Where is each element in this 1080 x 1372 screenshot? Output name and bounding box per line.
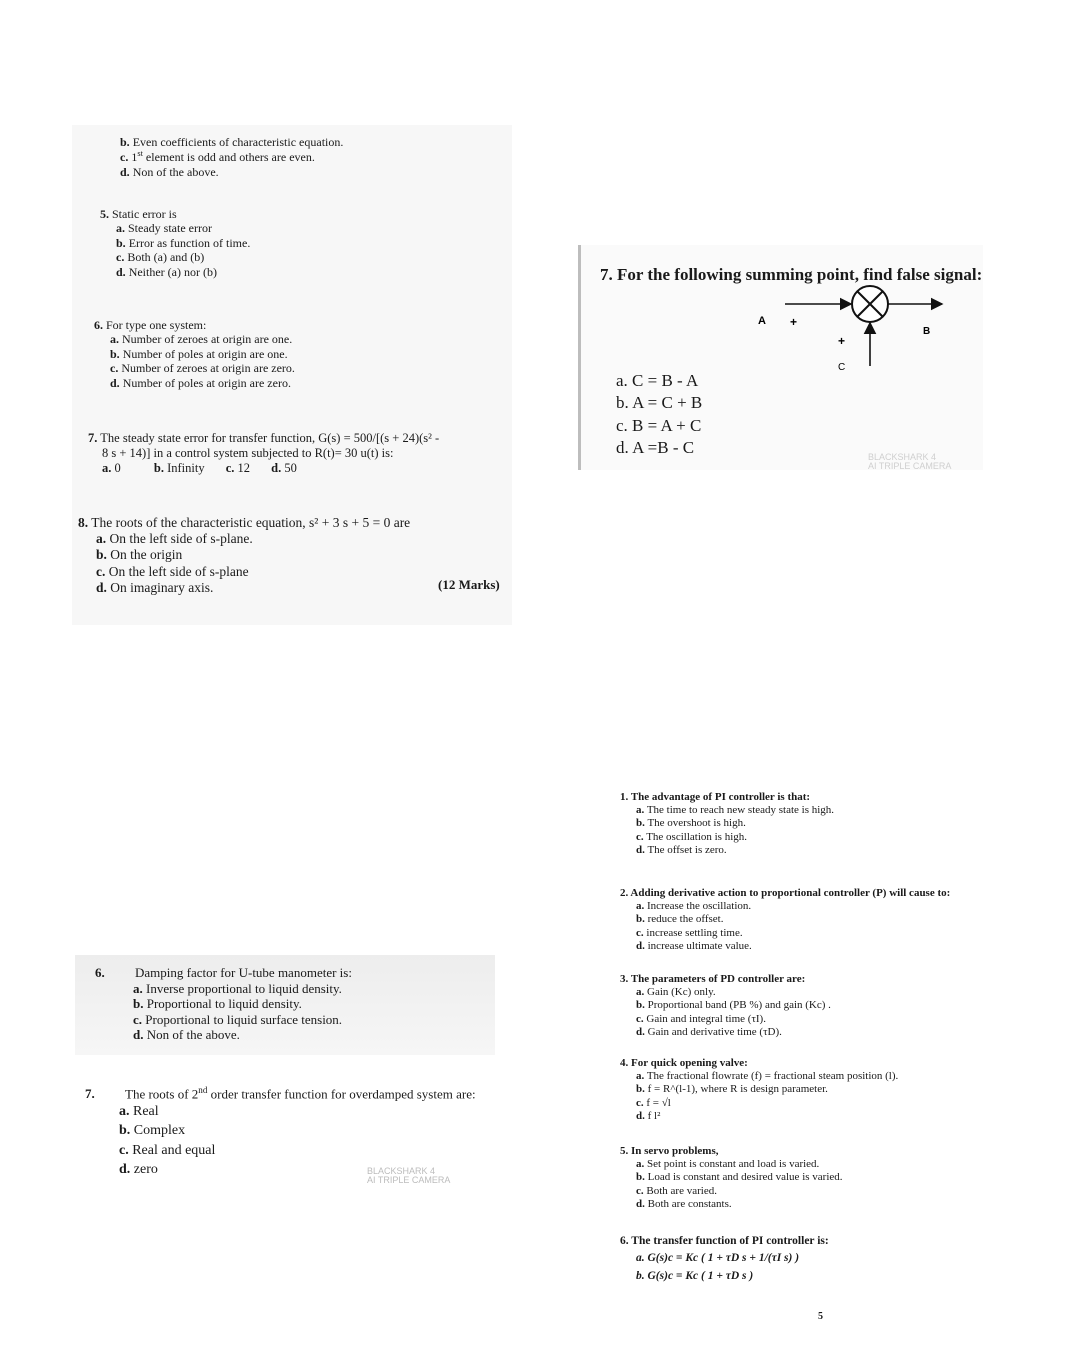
- option-c: c. f = √l: [636, 1096, 671, 1109]
- option-a: a. G(s)c = Kc ( 1 + τD s + 1/(τI s) ): [636, 1251, 800, 1264]
- label-c: C: [838, 362, 846, 372]
- option-d: d. The offset is zero.: [636, 843, 727, 856]
- label-a: A: [758, 315, 766, 327]
- page-number: 5: [818, 1311, 823, 1322]
- option-d: d. Number of poles at origin are zero.: [110, 375, 291, 390]
- prev-question-options: [120, 135, 343, 179]
- option-a: a. C = B - A: [616, 371, 699, 390]
- option-b: b. G(s)c = Kc ( 1 + τD s ): [636, 1270, 754, 1283]
- camera-watermark: BLACKSHARK 4 AI TRIPLE CAMERA: [367, 1166, 451, 1185]
- sign-c: +: [838, 334, 846, 348]
- option-c: c. Real and equal: [119, 1142, 216, 1158]
- option-b: b. f = R^(l-1), where R is design parameter.: [636, 1083, 828, 1096]
- option-a: a. Inverse proportional to liquid density.: [133, 980, 342, 996]
- option-d: d. zero: [119, 1161, 158, 1177]
- option-a: a. Real: [119, 1103, 159, 1119]
- option-d: d. Neither (a) nor (b): [116, 264, 217, 279]
- option-d: d. Gain and derivative time (τD).: [636, 1025, 782, 1038]
- option-c: c. The oscillation is high.: [636, 830, 748, 843]
- option-a: a. Increase the oscillation.: [636, 900, 752, 913]
- option-c: c. Number of zeroes at origin are zero.: [110, 361, 295, 376]
- option-d: d. Non of the above.: [120, 164, 219, 179]
- option-b: b. Proportional band (PB %) and gain (Kc) .: [636, 999, 831, 1012]
- option-a: a. On the left side of s-plane.: [96, 531, 253, 547]
- question-1: 1. The advantage of PI controller is that: a. The time to reach new steady state is high. b. The overshoot is high. c. The oscillation is high. d. The offset is zero.: [620, 791, 835, 856]
- label-b: B: [923, 326, 931, 337]
- option-b: b. A = C + B: [616, 393, 703, 413]
- option-b: b. reduce the offset.: [636, 913, 724, 926]
- option-b: b. Proportional to liquid density.: [133, 996, 302, 1012]
- option-a: a. Gain (Kc) only.: [636, 986, 716, 999]
- option-d: d. 50: [271, 461, 297, 475]
- option-d: d. increase ultimate value.: [636, 939, 752, 952]
- page-edge: [578, 245, 581, 470]
- question-7-options: [616, 370, 702, 460]
- question-6: 6. For type one system: a. Number of zeroes at origin are one. b. Number of poles at origin are one. c. Number of zeroes at origin are zero. d. Number of poles at origin are zero.: [94, 318, 295, 390]
- option-d: d. On imaginary axis.: [96, 579, 214, 595]
- option-a: a. The time to reach new steady state is high.: [636, 804, 835, 817]
- option-c: c. B = A + C: [616, 415, 702, 435]
- option-b: b. Complex: [119, 1123, 186, 1139]
- option-c: c. On the left side of s-plane: [96, 563, 249, 579]
- option-b: b. The overshoot is high.: [636, 817, 746, 830]
- question-2: 2. Adding derivative action to proportional controller (P) will cause to: a. Increase the oscillation. b. reduce the offset. c. increase settling time. d. increase ultimate value.: [620, 887, 951, 952]
- question-5: 5. Static error is a. Steady state error b. Error as function of time. c. Both (a) and (b) d. Neither (a) nor (b): [100, 207, 251, 279]
- options-row: [88, 461, 439, 476]
- option-a: a. Set point is constant and load is varied.: [636, 1158, 820, 1171]
- option-a: a. 0: [102, 461, 121, 475]
- question-6: 6. Damping factor for U-tube manometer is: a. Inverse proportional to liquid density. b. Proportional to liquid density. c. Proportional to liquid surface tension. d. Non of the above.: [95, 965, 352, 1043]
- option-a: a. Steady state error: [116, 221, 212, 236]
- option-a: a. The fractional flowrate (f) = fractional steam position (l).: [636, 1070, 899, 1083]
- question-7: 7. The roots of 2nd order transfer function for overdamped system are: a. Real b. Complex c. Real and equal d. zero: [85, 1085, 476, 1179]
- option-d: d. Both are constants.: [636, 1197, 732, 1210]
- camera-watermark: BLACKSHARK 4 AI TRIPLE CAMERA: [868, 452, 952, 471]
- summing-point-diagram: [750, 282, 980, 372]
- option-c: c. increase settling time.: [636, 926, 743, 939]
- option-c: c. Gain and integral time (τI).: [636, 1012, 766, 1025]
- option-a: a. Number of zeroes at origin are one.: [110, 332, 293, 347]
- question-5: 5. In servo problems, a. Set point is constant and load is varied. b. Load is constant and desired value is varied. c. Both are varied. d. Both are constants.: [620, 1145, 843, 1210]
- bottom-left-page: [75, 955, 495, 1190]
- top-left-page: [72, 125, 512, 625]
- option-c: c. 1st element is odd and others are even.: [120, 149, 315, 165]
- marks-label: (12 Marks): [438, 577, 500, 592]
- option-b: b. Load is constant and desired value is varied.: [636, 1171, 843, 1184]
- option-c: c. Proportional to liquid surface tension.: [133, 1011, 343, 1027]
- question-4: 4. For quick opening valve: a. The fractional flowrate (f) = fractional steam position (l). b. f = R^(l-1), where R is design parameter. c. f = √l d. f l²: [620, 1057, 899, 1122]
- question-3: 3. The parameters of PD controller are: a. Gain (Kc) only. b. Proportional band (PB %) and gain (Kc) . c. Gain and integral time (τI). d. Gain and derivative time (τD).: [620, 973, 831, 1038]
- option-c: c. Both are varied.: [636, 1184, 717, 1197]
- option-d: d. f l²: [636, 1109, 661, 1122]
- option-d: d. A =B - C: [616, 438, 695, 458]
- sign-a: +: [790, 315, 798, 329]
- question-7-stem: 7. For the following summing point, find false signal:: [600, 265, 983, 284]
- option-c: c. 12: [225, 461, 251, 475]
- option-b: b. Number of poles at origin are one.: [110, 346, 288, 361]
- question-8: 8. The roots of the characteristic equation, s² + 3 s + 5 = 0 are a. On the left side of s-plane. b. On the origin c. On the left side of s-plane d. On imaginary axis.: [78, 515, 411, 595]
- option-b: b. Infinity: [153, 461, 205, 475]
- bottom-right-page: [590, 785, 990, 1325]
- option-b: b. Even coefficients of characteristic equation.: [120, 135, 344, 149]
- option-b: b. On the origin: [96, 547, 183, 563]
- question-7: 7. The steady state error for transfer function, G(s) = 500/[(s + 24)(s² - 8 s + 14)] in a control system subjected to R(t)= 30 u(t) is: a. 0 b. Infinity c. 12 d. 50: [88, 431, 440, 475]
- option-d: d. Non of the above.: [133, 1027, 240, 1043]
- option-c: c. Both (a) and (b): [116, 250, 205, 265]
- question-6: 6. The transfer function of PI controller is: a. G(s)c = Kc ( 1 + τD s + 1/(τI s) ) b. G(s)c = Kc ( 1 + τD s ): [620, 1235, 829, 1286]
- option-b: b. Error as function of time.: [116, 235, 251, 250]
